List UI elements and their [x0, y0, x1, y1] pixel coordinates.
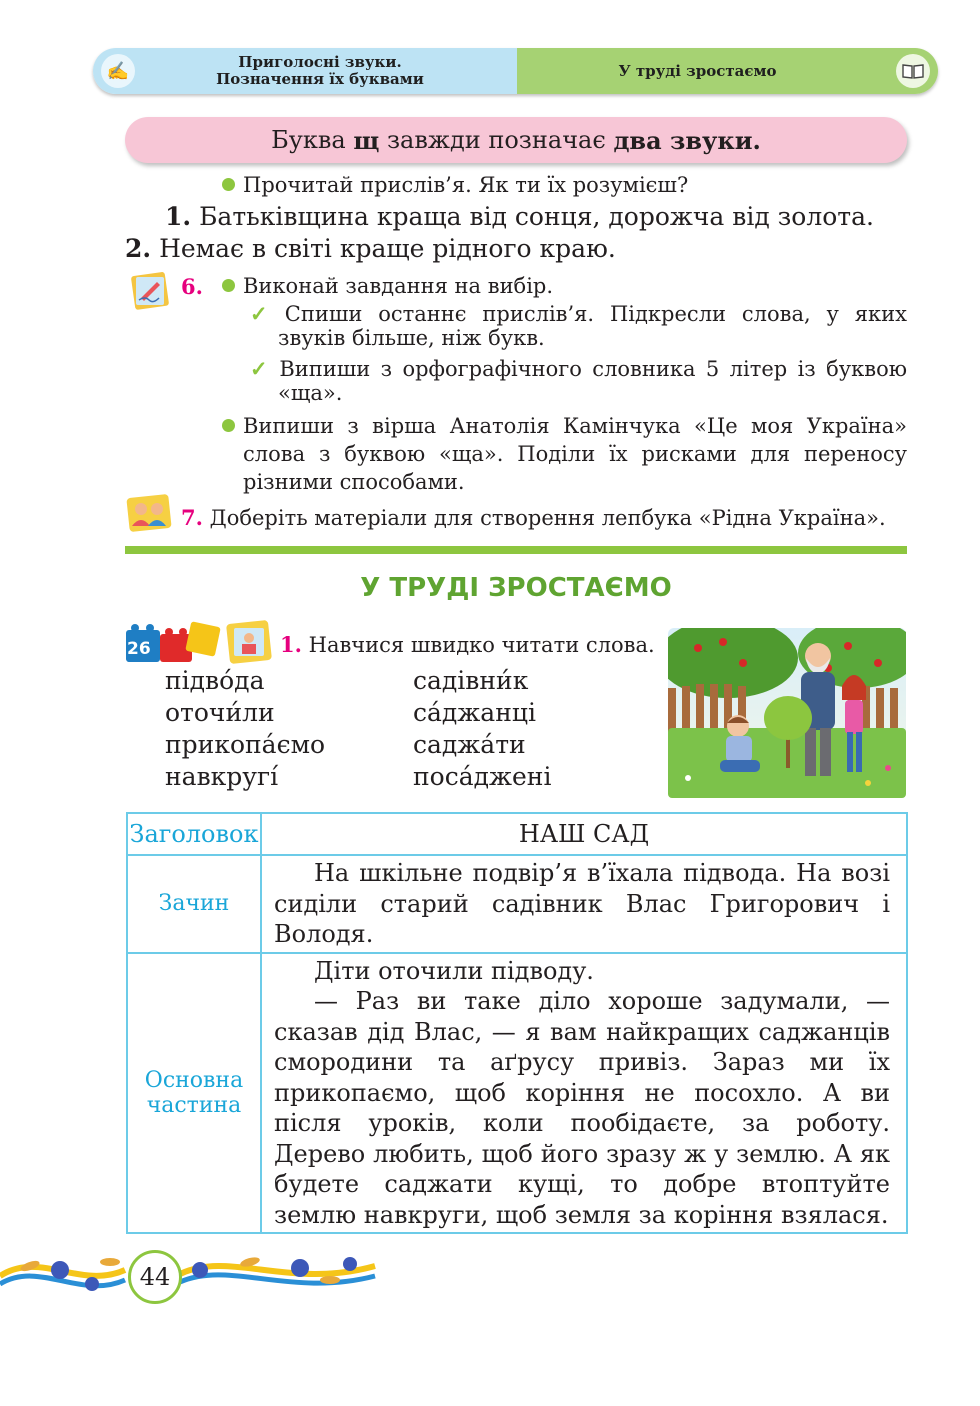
bullet-dot-icon — [222, 279, 235, 292]
task-6-header — [181, 274, 203, 299]
open-book-icon — [896, 54, 930, 88]
checkmark-icon: ✓ — [250, 301, 277, 326]
word-item: підво́да — [165, 666, 265, 695]
header-topic — [186, 54, 424, 88]
page-number: 44 — [128, 1250, 182, 1304]
word-item: прикопа́ємо — [165, 730, 326, 759]
task-7-text: Доберіть матеріали для створення лепбука «Рідна Україна». — [209, 506, 886, 530]
word-item: навкругі́ — [165, 762, 279, 791]
word-item: оточи́ли — [165, 698, 275, 727]
header-topic-line1: Приголосні звуки. — [238, 53, 402, 71]
task-6-option-1-line2: звуків більше, ніж букв. — [278, 326, 545, 350]
word-item: са́джанці — [413, 698, 536, 727]
option-2-text-1: Випиши з орфографічного словника 5 літер із буквою — [279, 357, 907, 381]
section-title: У ТРУДІ ЗРОСТАЄМО — [360, 573, 672, 603]
header-left-section — [93, 48, 517, 94]
main-label — [127, 953, 261, 1234]
garden-illustration — [668, 628, 906, 798]
main-paragraph-1: Діти оточили підводу. — [314, 956, 594, 985]
write-task-icon — [127, 270, 171, 312]
task-1-number: 1. — [280, 632, 302, 657]
task-6-instruction — [222, 274, 553, 298]
table-row — [127, 953, 907, 1234]
rule-text-2: завжди позначає — [379, 126, 614, 154]
rule-letter: щ — [353, 125, 380, 155]
task-6-option-2 — [250, 356, 907, 405]
floral-ornament — [0, 1240, 380, 1308]
task-1-instruction — [280, 632, 655, 657]
proverb-2-text: Немає в світі краще рідного краю. — [159, 234, 616, 263]
story-title: НАШ САД — [261, 813, 907, 855]
bullet-dot-icon — [222, 419, 235, 432]
intro-text: На шкільне подвір’я в’їхала підвода. На возі сиділи старий садівник Влас Григорович і Володя. — [274, 859, 890, 948]
proverb-1 — [165, 202, 874, 231]
proverb-1-text: Батьківщина краща від сонця, дорожча від золота. — [199, 202, 874, 231]
read-instruction-text: Прочитай прислів’я. Як ти їх розумієш? — [243, 173, 689, 197]
words-right-column — [413, 665, 551, 793]
word-item: саджа́ти — [413, 730, 526, 759]
words-left-column — [165, 665, 325, 793]
page-header — [93, 48, 938, 94]
rule-text-1: Буква — [271, 126, 354, 154]
task-6-option-1 — [250, 301, 907, 350]
task-6-option-1-line1 — [250, 301, 907, 326]
checkmark-icon: ✓ — [250, 356, 272, 381]
task-7-number: 7. — [181, 505, 203, 530]
task-6-option-3 — [222, 412, 907, 496]
rule-box — [125, 117, 907, 163]
group-task-icon — [124, 492, 174, 534]
bullet-dot-icon — [222, 178, 235, 191]
read-instruction — [222, 173, 688, 197]
header-right-section — [517, 48, 938, 94]
task-6-option-3-line3: різними способами. — [243, 470, 465, 494]
option-1-text-1: Спиши останнє прислів’я. Підкресли слова, у яких — [284, 302, 907, 326]
option-3-text-1: Випиши з вірша Анатолія Камінчука «Це моя Україна» — [243, 414, 907, 438]
task-6-option-3-line2: слова з буквою «ща». Поділи їх рисками для переносу — [243, 442, 907, 466]
main-label-line2: частина — [146, 1092, 242, 1118]
main-paragraph-2: — Раз ви таке діло хороше задумали, — сказав дід Влас, — я вам найкращих саджанців смородини та аґрусу привіз. Зараз ми їх прикопаємо, щоб коріння не посохло. А ви після уроків, коли пообідаєте, за роботу. Дерево любить, щоб його зразу ж у землю. А як будете саджати кущі, то добре втоптуйте землю навкруги, щоб земля за коріння взялася. — [274, 987, 890, 1229]
task-6-number: 6. — [181, 274, 203, 299]
pen-writing-icon: ✍ — [101, 54, 135, 88]
section-divider — [125, 546, 907, 554]
proverb-2 — [125, 234, 616, 263]
header-topic-line2: Позначення їх буквами — [216, 70, 424, 88]
task-1-instruction-text: Навчися швидко читати слова. — [308, 633, 655, 657]
header-section-title: У труді зростаємо — [618, 62, 777, 80]
proverb-2-number: 2. — [125, 234, 152, 263]
table-row — [127, 855, 907, 953]
word-item: поса́джені — [413, 762, 552, 791]
task-6-instruction-text: Виконай завдання на вибір. — [243, 274, 554, 298]
intro-label: Зачин — [127, 855, 261, 953]
story-structure-table — [126, 812, 908, 1234]
task-6-option-3-line1 — [222, 412, 907, 440]
task-6-option-2-line2: «ща». — [278, 381, 343, 405]
proverb-1-number: 1. — [165, 202, 192, 231]
task-7 — [181, 505, 886, 530]
lesson-number: 26 — [127, 639, 151, 659]
rule-bold-end: два звуки. — [613, 125, 761, 155]
table-row — [127, 813, 907, 855]
title-label: Заголовок — [127, 813, 261, 855]
main-cell — [261, 953, 907, 1234]
intro-cell — [261, 855, 907, 953]
open-book-icon-svg — [902, 63, 924, 79]
task-6-option-2-line1 — [250, 356, 907, 381]
main-label-line1: Основна — [144, 1067, 244, 1093]
word-item: садівни́к — [413, 666, 529, 695]
